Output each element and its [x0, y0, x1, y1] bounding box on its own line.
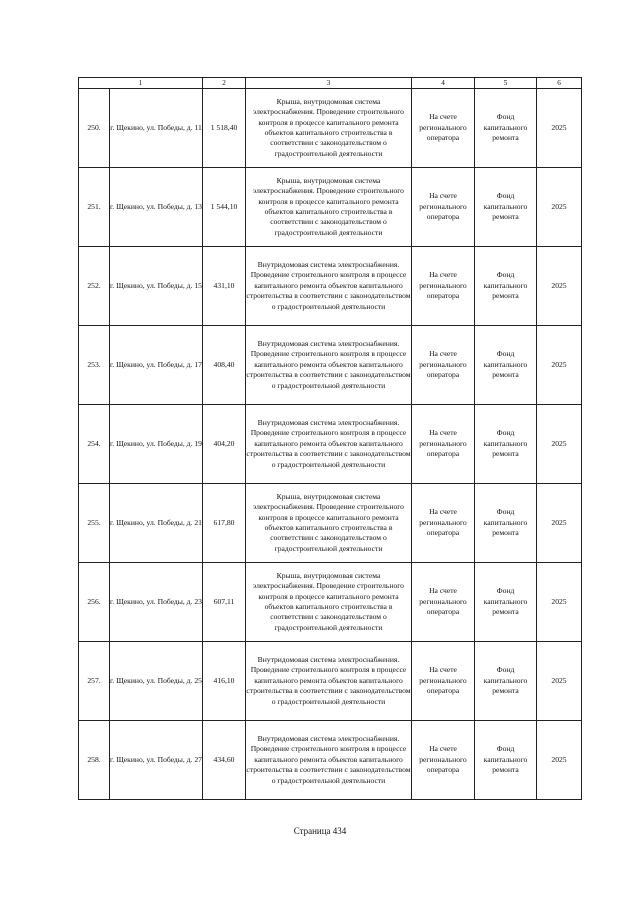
table-row — [79, 484, 582, 563]
row-funding-source: Фонд капитального ремонта — [475, 89, 537, 168]
row-area: 607,11 — [203, 563, 246, 642]
row-funding-source: Фонд капитального ремонта — [475, 642, 537, 721]
row-area: 434,60 — [203, 721, 246, 800]
row-area: 431,10 — [203, 247, 246, 326]
row-funding-source: Фонд капитального ремонта — [475, 563, 537, 642]
row-address: г. Щекино, ул. Победы, д. 11 — [110, 89, 203, 168]
column-header-6: 6 — [537, 78, 582, 89]
row-number: 251. — [79, 168, 110, 247]
capital-repair-table — [78, 77, 582, 800]
column-header-2: 2 — [203, 78, 246, 89]
row-fund-account: На счете регионального оператора — [412, 642, 475, 721]
row-fund-account: На счете регионального оператора — [412, 247, 475, 326]
row-number: 250. — [79, 89, 110, 168]
column-header-3: 3 — [246, 78, 412, 89]
row-number: 254. — [79, 405, 110, 484]
row-fund-account: На счете регионального оператора — [412, 484, 475, 563]
row-number: 252. — [79, 247, 110, 326]
row-year: 2025 — [537, 721, 582, 800]
row-fund-account: На счете регионального оператора — [412, 326, 475, 405]
row-address: г. Щекино, ул. Победы, д. 19 — [110, 405, 203, 484]
row-work-description: Внутридомовая система электроснабжения. Проведение строительного контроля в процессе капитального ремонта объектов капитального строительства в соответствии с законодательством о градостроительной деятельности — [246, 721, 412, 800]
table-row — [79, 168, 582, 247]
row-year: 2025 — [537, 484, 582, 563]
row-area: 1 518,40 — [203, 89, 246, 168]
row-address: г. Щекино, ул. Победы, д. 25 — [110, 642, 203, 721]
table-row — [79, 89, 582, 168]
row-area: 408,40 — [203, 326, 246, 405]
row-number: 253. — [79, 326, 110, 405]
column-number-row — [79, 78, 582, 89]
row-work-description: Внутридомовая система электроснабжения. Проведение строительного контроля в процессе капитального ремонта объектов капитального строительства в соответствии с законодательством о градостроительной деятельности — [246, 642, 412, 721]
row-funding-source: Фонд капитального ремонта — [475, 326, 537, 405]
row-year: 2025 — [537, 168, 582, 247]
row-work-description: Внутридомовая система электроснабжения. Проведение строительного контроля в процессе капитального ремонта объектов капитального строительства в соответствии с законодательством о градостроительной деятельности — [246, 405, 412, 484]
row-year: 2025 — [537, 563, 582, 642]
row-year: 2025 — [537, 247, 582, 326]
row-work-description: Крыша, внутридомовая система электроснабжения. Проведение строительного контроля в процессе капитального ремонта объектов капитального строительства в соответствии с законодательством о градостроительной деятельности — [246, 563, 412, 642]
row-address: г. Щекино, ул. Победы, д. 15 — [110, 247, 203, 326]
row-work-description: Крыша, внутридомовая система электроснабжения. Проведение строительного контроля в процессе капитального ремонта объектов капитального строительства в соответствии с законодательством о градостроительной деятельности — [246, 89, 412, 168]
table-row — [79, 721, 582, 800]
row-address: г. Щекино, ул. Победы, д. 23 — [110, 563, 203, 642]
row-number: 258. — [79, 721, 110, 800]
row-address: г. Щекино, ул. Победы, д. 27 — [110, 721, 203, 800]
row-address: г. Щекино, ул. Победы, д. 17 — [110, 326, 203, 405]
row-number: 256. — [79, 563, 110, 642]
row-year: 2025 — [537, 405, 582, 484]
row-address: г. Щекино, ул. Победы, д. 13 — [110, 168, 203, 247]
row-fund-account: На счете регионального оператора — [412, 563, 475, 642]
row-fund-account: На счете регионального оператора — [412, 89, 475, 168]
row-funding-source: Фонд капитального ремонта — [475, 484, 537, 563]
column-header-5: 5 — [475, 78, 537, 89]
table-row — [79, 247, 582, 326]
row-fund-account: На счете регионального оператора — [412, 721, 475, 800]
row-year: 2025 — [537, 642, 582, 721]
row-fund-account: На счете регионального оператора — [412, 405, 475, 484]
row-funding-source: Фонд капитального ремонта — [475, 721, 537, 800]
row-funding-source: Фонд капитального ремонта — [475, 247, 537, 326]
row-work-description: Внутридомовая система электроснабжения. Проведение строительного контроля в процессе капитального ремонта объектов капитального строительства в соответствии с законодательством о градостроительной деятельности — [246, 247, 412, 326]
table-row — [79, 563, 582, 642]
page-number: Страница 434 — [293, 826, 347, 836]
row-year: 2025 — [537, 89, 582, 168]
table-row — [79, 642, 582, 721]
row-funding-source: Фонд капитального ремонта — [475, 405, 537, 484]
row-year: 2025 — [537, 326, 582, 405]
row-address: г. Щекино, ул. Победы, д. 21 — [110, 484, 203, 563]
column-header-1: 1 — [79, 78, 203, 89]
row-area: 1 544,10 — [203, 168, 246, 247]
row-number: 257. — [79, 642, 110, 721]
column-header-4: 4 — [412, 78, 475, 89]
row-funding-source: Фонд капитального ремонта — [475, 168, 537, 247]
row-number: 255. — [79, 484, 110, 563]
row-work-description: Крыша, внутридомовая система электроснабжения. Проведение строительного контроля в процессе капитального ремонта объектов капитального строительства в соответствии с законодательством о градостроительной деятельности — [246, 484, 412, 563]
table-body — [79, 89, 582, 800]
row-area: 416,10 — [203, 642, 246, 721]
table-row — [79, 326, 582, 405]
row-area: 404,20 — [203, 405, 246, 484]
table-row — [79, 405, 582, 484]
row-work-description: Крыша, внутридомовая система электроснабжения. Проведение строительного контроля в процессе капитального ремонта объектов капитального строительства в соответствии с законодательством о градостроительной деятельности — [246, 168, 412, 247]
row-work-description: Внутридомовая система электроснабжения. Проведение строительного контроля в процессе капитального ремонта объектов капитального строительства в соответствии с законодательством о градостроительной деятельности — [246, 326, 412, 405]
row-area: 617,80 — [203, 484, 246, 563]
row-fund-account: На счете регионального оператора — [412, 168, 475, 247]
